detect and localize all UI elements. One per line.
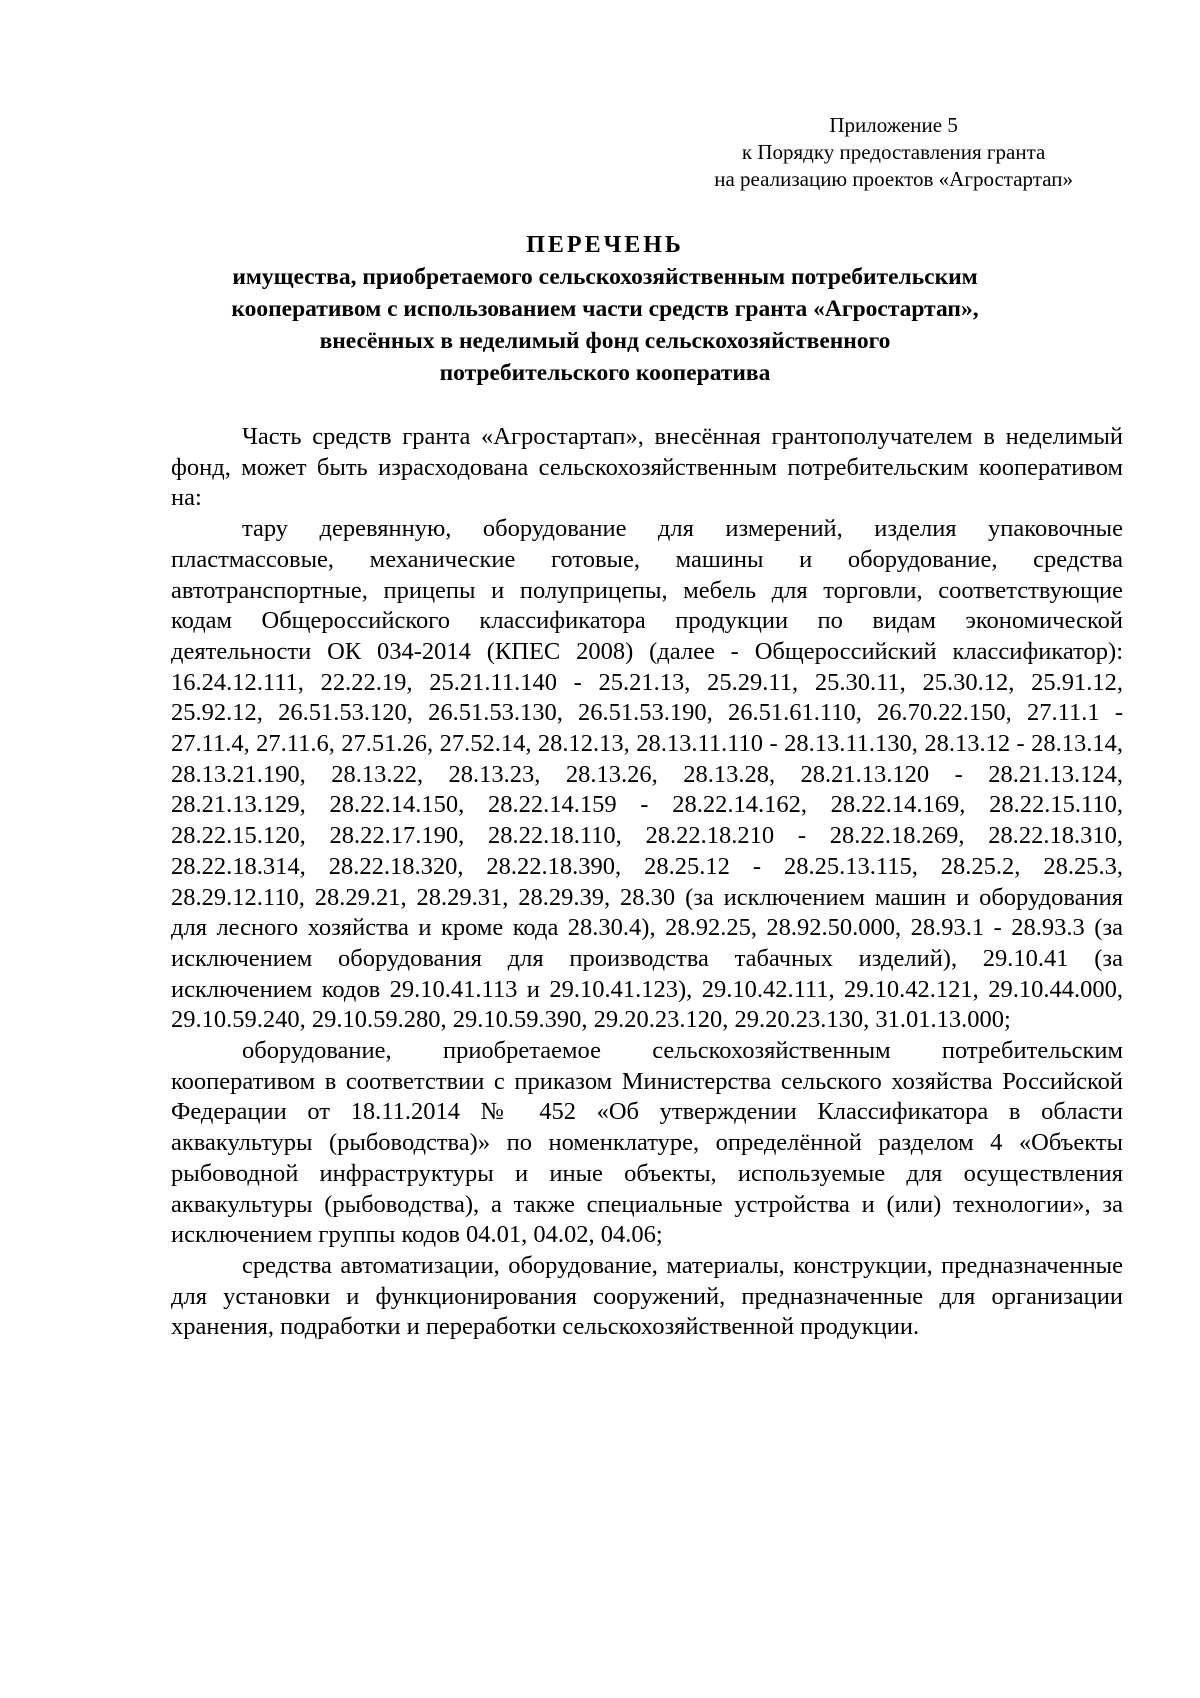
title-subtitle-line-2: кооперативом с использованием части средств гранта «Агростартап», — [231, 296, 979, 322]
title-main: ПЕРЕЧЕНЬ — [526, 232, 684, 258]
document-body — [171, 422, 1123, 1343]
document-title — [160, 230, 1050, 388]
paragraph-aquaculture: оборудование, приобретаемое сельскохозяйственным потребительским кооперативом в соответствии с приказом Министерства сельского хозяйства Российской Федерации от 18.11.2014 № 452 «Об утверждении Классификатора в области аквакультуры (рыбоводства)» по номенклатуре, определённой разделом 4 «Объекты рыбоводной инфраструктуры и иные объекты, используемые для осуществления аквакультуры (рыбоводства), а также специальные устройства и (или) технологии», за исключением группы кодов 04.01, 04.02, 04.06; — [171, 1037, 1123, 1249]
title-subtitle-line-1: имущества, приобретаемого сельскохозяйственным потребительским — [232, 264, 978, 290]
title-subtitle-line-3: внесённых в неделимый фонд сельскохозяйственного — [319, 328, 891, 354]
appendix-project: на реализацию проектов «Агростартап» — [714, 167, 1073, 191]
paragraph-classifier-codes: тару деревянную, оборудование для измерений, изделия упаковочные пластмассовые, механические готовые, машины и оборудование, средства автотранспортные, прицепы и полуприцепы, мебель для торговли, соответствующие кодам Общероссийского классификатора продукции по видам экономической деятельности ОК 034-2014 (КПЕС 2008) (далее - Общероссийский классификатор): 16.24.12.111, 22.22.19, 25.21.11.140 - 25.21.13, 25.29.11, 25.30.11, 25.30.12, 25.91.12, 25.92.12, 26.51.53.120, 26.51.53.130, 26.51.53.190, 26.51.61.110, 26.70.22.150, 27.11.1 - 27.11.4, 27.11.6, 27.51.26, 27.52.14, 28.12.13, 28.13.11.110 - 28.13.11.130, 28.13.12 - 28.13.14, 28.13.21.190, 28.13.22, 28.13.23, 28.13.26, 28.13.28, 28.21.13.120 - 28.21.13.124, 28.21.13.129, 28.22.14.150, 28.22.14.159 - 28.22.14.162, 28.22.14.169, 28.22.15.110, 28.22.15.120, 28.22.17.190, 28.22.18.110, 28.22.18.210 - 28.22.18.269, 28.22.18.310, 28.22.18.314, 28.22.18.320, 28.22.18.390, 28.25.12 - 28.25.13.115, 28.25.2, 28.25.3, 28.29.12.110, 28.29.21, 28.29.31, 28.29.39, 28.30 (за исключением машин и оборудования для лесного хозяйства и кроме кода 28.30.4), 28.92.25, 28.92.50.000, 28.93.1 - 28.93.3 (за исключением оборудования для производства табачных изделий), 29.10.41 (за исключением кодов 29.10.41.113 и 29.10.41.123), 29.10.42.111, 29.10.42.121, 29.10.44.000, 29.10.59.240, 29.10.59.280, 29.10.59.390, 29.20.23.120, 29.20.23.130, 31.01.13.000; — [171, 515, 1123, 1034]
appendix-reference: к Порядку предоставления гранта — [741, 140, 1046, 164]
title-subtitle-line-4: потребительского кооператива — [439, 360, 771, 386]
appendix-header — [714, 112, 1073, 193]
paragraph-intro: Часть средств гранта «Агростартап», внесённая грантополучателем в неделимый фонд, может быть израсходована сельскохозяйственным потребительским кооперативом на: — [171, 423, 1123, 512]
paragraph-automation: средства автоматизации, оборудование, материалы, конструкции, предназначенные для установки и функционирования сооружений, предназначенные для организации хранения, подработки и переработки сельскохозяйственной продукции. — [171, 1251, 1123, 1341]
appendix-number: Приложение 5 — [829, 113, 958, 137]
